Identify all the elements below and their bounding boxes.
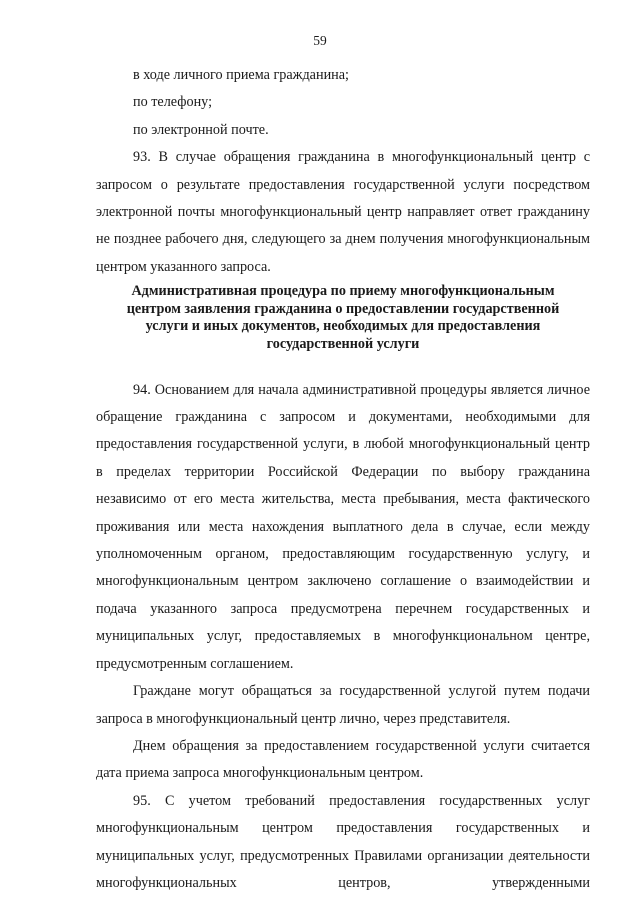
section-heading: Административная процедура по приему многофункциональным центром заявления гражданина о предоставлении государственной услуги и иных документов, необходимых для предоставления государственной услуги [126,283,560,353]
paragraph-94: 94. Основанием для начала административной процедуры является личное обращение гражданина с запросом и документами, необходимыми для предоставления государственной услуги, в любой многофункциональный центр в пределах территории Российской Федерации по выбору гражданина независимо от его места жительства, места пребывания, места фактического проживания или места нахождения выплатного дела в случае, если между уполномоченным органом, предоставляющим государственную услугу, и многофункциональным центром заключено соглашение о взаимодействии и подача указанного запроса предусмотрена перечнем государственных и муниципальных услуг, предоставляемых в многофункциональном центре, предусмотренным соглашением. [96,381,590,672]
list-item-phone: по телефону; [133,94,213,111]
paragraph-request-day: Днем обращения за предоставлением государственной услуги считается дата приема запроса многофункциональным центром. [96,737,590,782]
page-number: 59 [313,33,327,48]
list-item-personal: в ходе личного приема гражданина; [133,67,349,83]
paragraph-citizens: Граждане могут обращаться за государственной услугой путем подачи запроса в многофункциональный центр лично, через представителя. [96,683,590,727]
list-item-email: по электронной почте. [133,121,269,138]
paragraph-93: 93. В случае обращения гражданина в многофункциональный центр с запросом о результате предоставления государственной услуги посредством электронной почты многофункциональный центр направляет ответ гражданину не позднее рабочего дня, следующего за днем получения многофункциональным центром указанного запроса. [96,149,590,275]
paragraph-95: 95. С учетом требований предоставления государственных услуг многофункциональным центром предоставления государственных и муниципальных услуг, предусмотренных Правилами организации деятельности многофункциональных центров, утвержденными [96,792,590,891]
document-body [96,62,590,897]
